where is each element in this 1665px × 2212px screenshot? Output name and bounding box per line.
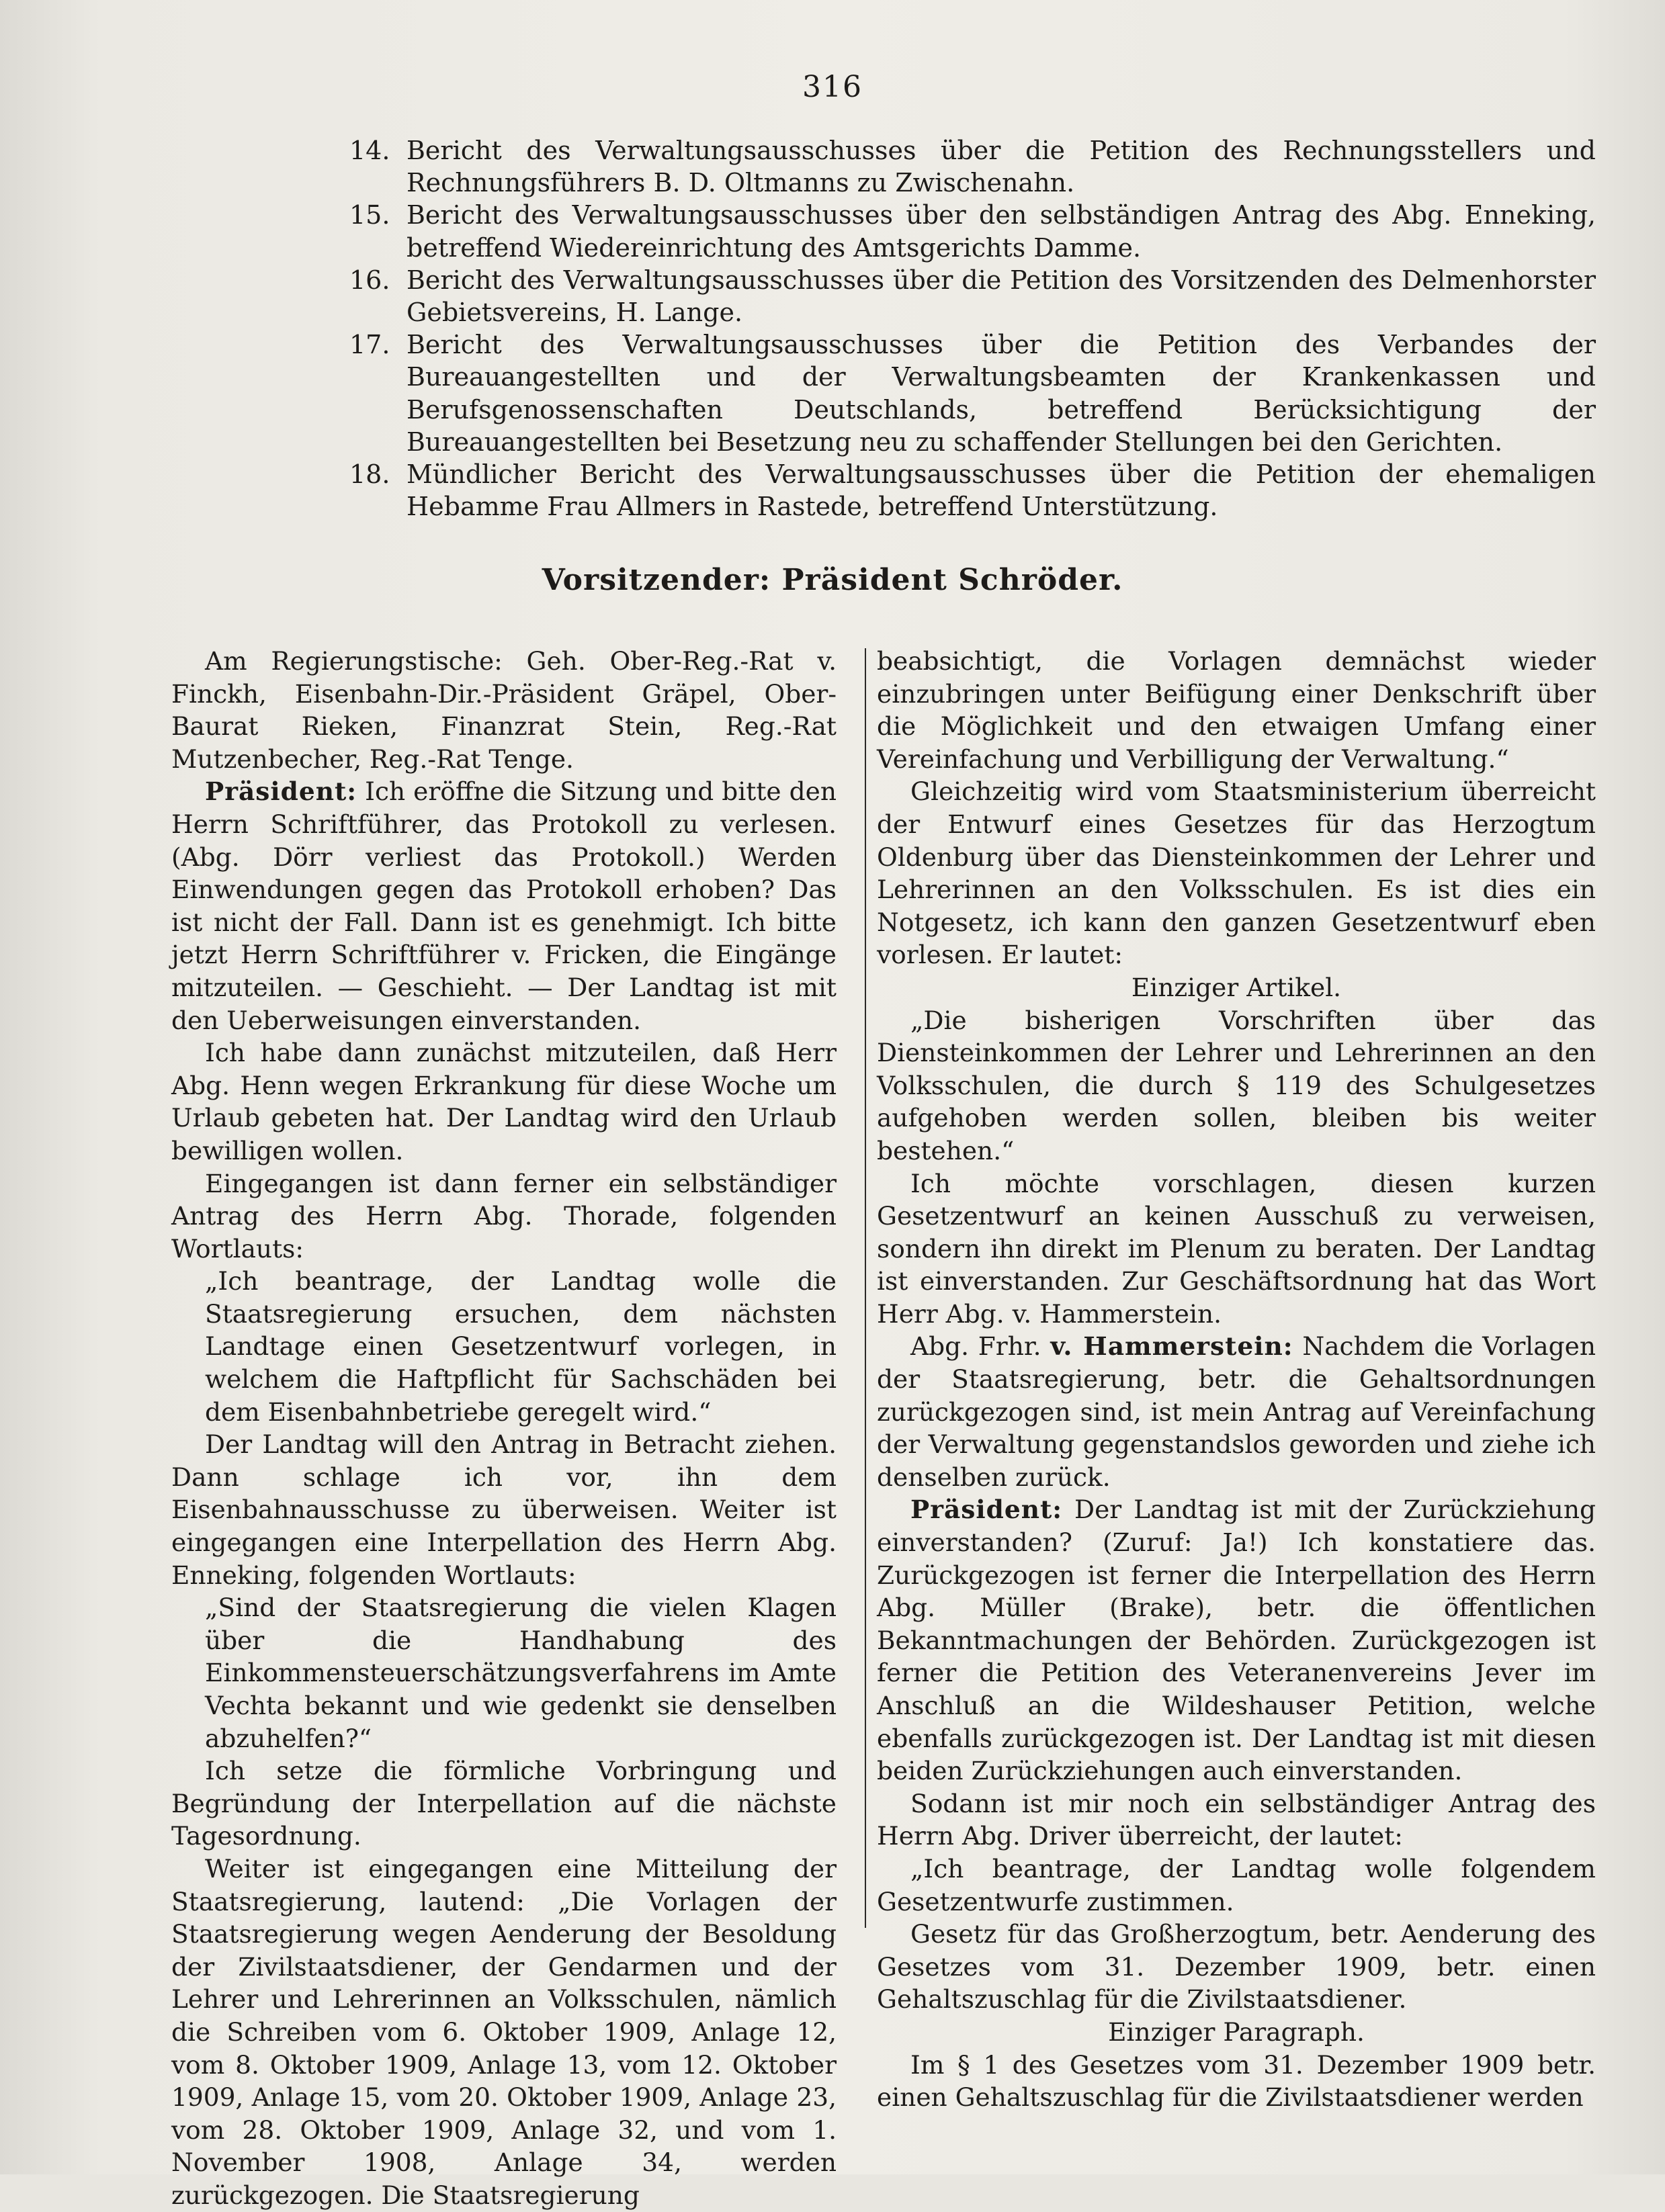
agenda-item — [349, 328, 1596, 458]
column-divider — [865, 648, 866, 1928]
paragraph: beabsichtigt, die Vorlagen demnächst wieder einzubringen unter Beifügung einer Denkschrift über die Möglichkeit und den etwaigen Umfang einer Vereinfachung und Verbilligung der Verwaltung.“ — [877, 646, 1596, 774]
agenda-number: 15. — [349, 200, 390, 230]
paragraph: Ich habe dann zunächst mitzuteilen, daß Herr Abg. Henn wegen Erkrankung für diese Woche um Urlaub gebeten hat. Der Landtag wird den Urlaub bewilligen wollen. — [171, 1038, 837, 1165]
agenda-number: 18. — [349, 459, 390, 490]
agenda-list — [349, 134, 1596, 523]
agenda-text: Bericht des Verwaltungsausschusses über die Petition des Rechnungsstellers und Rechnungsführers B. D. Oltmanns zu Zwischenahn. — [407, 136, 1596, 198]
quoted-motion: „Ich beantrage, der Landtag wolle die Staatsregierung ersuchen, dem nächsten Landtage einen Gesetzentwurf vorlegen, in welchem die Haftpflicht für Sachschäden bei dem Eisenbahnbetriebe geregelt wird.“ — [205, 1266, 837, 1427]
section-title: Einziger Artikel. — [1131, 972, 1342, 1002]
speaker-name: Präsident: — [205, 777, 357, 807]
paragraph: Ich möchte vorschlagen, diesen kurzen Gesetzentwurf an keinen Ausschuß zu verweisen, sondern ihn direkt im Plenum zu beraten. Der Landtag ist einverstanden. Zur Geschäftsordnung hat das Wort Herr Abg. v. Hammerstein. — [877, 1168, 1596, 1329]
paragraph — [877, 1493, 1596, 1787]
quoted-interpellation: „Sind der Staatsregierung die vielen Klagen über die Handhabung des Einkommensteuerschätzungsverfahrens im Amte Vechta bekannt und wie gedenkt sie denselben abzuhelfen?“ — [205, 1593, 837, 1753]
speaker-name: Präsident: — [910, 1495, 1063, 1525]
agenda-item — [349, 264, 1596, 328]
speech-text: Der Landtag ist mit der Zurückziehung einverstanden? (Zuruf: Ja!) Ich konstatiere das. Zurückgezogen ist ferner die Interpellation des Herrn Abg. Müller (Brake), betr. die öffentlichen Bekanntmachungen der Behörden. Zurückgezogen ist ferner die Petition des Veteranenvereins Jever im Anschluß an die Wildeshauser Petition, welche ebenfalls zurückgezogen ist. Der Landtag ist mit diesen beiden Zurückziehungen auch einverstanden. — [877, 1495, 1596, 1786]
paragraph: Gleichzeitig wird vom Staatsministerium überreicht der Entwurf eines Gesetzes für das Herzogtum Oldenburg über das Diensteinkommen der Lehrer und Lehrerinnen an den Volksschulen. Es ist dies ein Notgesetz, ich kann den ganzen Gesetzentwurf eben vorlesen. Er lautet: — [877, 777, 1596, 970]
speaker-name: v. Hammerstein: — [1050, 1331, 1293, 1362]
speaker-prefix: Abg. Frhr. — [910, 1331, 1051, 1362]
paragraph: Sodann ist mir noch ein selbständiger Antrag des Herrn Abg. Driver überreicht, der lautet: — [877, 1788, 1596, 1851]
left-column — [171, 645, 837, 2212]
paragraph: Der Landtag will den Antrag in Betracht ziehen. Dann schlage ich vor, ihn dem Eisenbahnausschusse zu überweisen. Weiter ist eingegangen eine Interpellation des Herrn Abg. Enneking, folgenden Wortlauts: — [171, 1429, 837, 1590]
paragraph: Ich setze die förmliche Vorbringung und Begründung der Interpellation auf die nächste Tagesordnung. — [171, 1756, 837, 1851]
paragraph: „Ich beantrage, der Landtag wolle folgendem Gesetzentwurfe zustimmen. — [877, 1853, 1596, 1916]
paragraph: Weiter ist eingegangen eine Mitteilung der Staatsregierung, lautend: „Die Vorlagen der Staatsregierung wegen Aenderung der Besoldung der Zivilstaatsdiener, der Gendarmen und der Lehrer und Lehrerinnen an Volksschulen, nämlich die Schreiben vom 6. Oktober 1909, Anlage 12, vom 8. Oktober 1909, Anlage 13, vom 12. Oktober 1909, Anlage 15, vom 20. Oktober 1909, Anlage 23, vom 28. Oktober 1909, Anlage 32, und vom 1. November 1908, Anlage 34, werden zurückgezogen. Die Staatsregierung — [171, 1853, 837, 2210]
paragraph: Eingegangen ist dann ferner ein selbständiger Antrag des Herrn Abg. Thorade, folgenden Wortlauts: — [171, 1168, 837, 1264]
paragraph — [877, 1330, 1596, 1493]
agenda-number: 17. — [349, 330, 390, 360]
section-title: Einziger Paragraph. — [1108, 2017, 1365, 2047]
agenda-text: Bericht des Verwaltungsausschusses über die Petition des Vorsitzenden des Delmenhorster Gebietsvereins, H. Lange. — [407, 265, 1596, 328]
speech-text: Nachdem die Vorlagen der Staatsregierung, betr. die Gehaltsordnungen zurückgezogen sind, ist mein Antrag auf Vereinfachung der Verwaltung gegenstandslos geworden und ziehe ich denselben zurück. — [877, 1331, 1596, 1492]
agenda-item — [349, 199, 1596, 263]
page-number: 316 — [802, 70, 863, 104]
paragraph: Im § 1 des Gesetzes vom 31. Dezember 1909 betr. einen Gehaltszuschlag für die Zivilstaatsdiener werden — [877, 2049, 1596, 2113]
agenda-item — [349, 134, 1596, 199]
paragraph: „Die bisherigen Vorschriften über das Diensteinkommen der Lehrer und Lehrerinnen an den Volksschulen, die durch § 119 des Schulgesetzes aufgehoben werden sollen, bleiben bis weiter bestehen.“ — [877, 1005, 1596, 1165]
speech-text: Ich eröffne die Sitzung und bitte den Herrn Schriftführer, das Protokoll zu verlesen. (Abg. Dörr verliest das Protokoll.) Werden Einwendungen gegen das Protokoll erhoben? Das ist nicht der Fall. Dann ist es genehmigt. Ich bitte jetzt Herrn Schriftführer v. Fricken, die Eingänge mitzuteilen. — Geschieht. — Der Landtag ist mit den Ueberweisungen einverstanden. — [171, 777, 837, 1035]
right-column — [877, 645, 1596, 2114]
paragraph: Am Regierungstische: Geh. Ober-Reg.-Rat v. Finckh, Eisenbahn-Dir.-Präsident Gräpel, Ober-Baurat Rieken, Finanzrat Stein, Reg.-Rat Mutzenbecher, Reg.-Rat Tenge. — [171, 646, 837, 774]
agenda-text: Bericht des Verwaltungsausschusses über die Petition des Verbandes der Bureauangestellten und der Verwaltungsbeamten der Krankenkassen und Berufsgenossenschaften Deutschlands, betreffend Berücksichtigung der Bureauangestellten bei Besetzung neu zu schaffender Stellungen bei den Gerichten. — [407, 330, 1596, 457]
agenda-text: Mündlicher Bericht des Verwaltungsausschusses über die Petition der ehemaligen Hebamme Frau Allmers in Rastede, betreffend Unterstützung. — [407, 459, 1596, 522]
chair-heading: Vorsitzender: Präsident Schröder. — [542, 563, 1123, 597]
paragraph: Gesetz für das Großherzogtum, betr. Aenderung des Gesetzes vom 31. Dezember 1909, betr. einen Gehaltszuschlag für die Zivilstaatsdiener. — [877, 1919, 1596, 2015]
agenda-number: 14. — [349, 136, 390, 165]
agenda-item — [349, 458, 1596, 523]
agenda-number: 16. — [349, 265, 390, 295]
paragraph — [171, 775, 837, 1036]
agenda-text: Bericht des Verwaltungsausschusses über den selbständigen Antrag des Abg. Enneking, betreffend Wiedereinrichtung des Amtsgerichts Damme. — [407, 200, 1596, 263]
